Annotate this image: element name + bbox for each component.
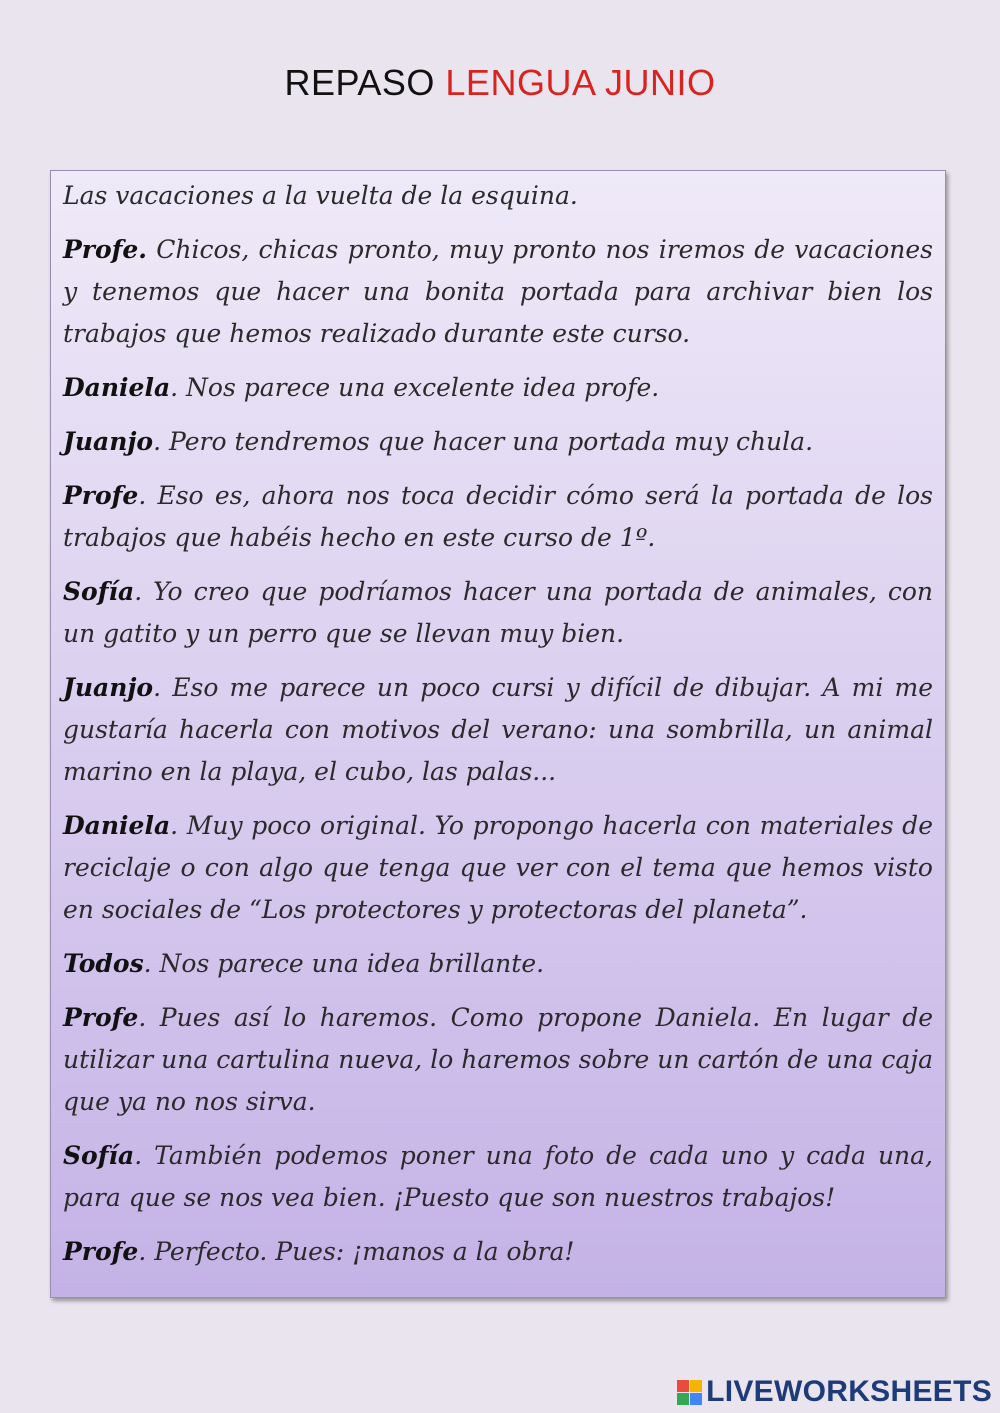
dialogue-line [63, 229, 933, 355]
speaker-name: Profe [63, 1237, 139, 1266]
dialogue-text: Chicos, chicas pronto, muy pronto nos iremos de vacaciones y tenemos que hacer una bonita portada para archivar bien los trabajos que hemos realizado durante este curso. [63, 235, 933, 348]
intro-line: Las vacaciones a la vuelta de la esquina. [63, 181, 578, 210]
speaker-name: Daniela [63, 373, 171, 402]
dialogue-line [63, 367, 933, 409]
speaker-name: Profe [63, 1003, 139, 1032]
page-title [0, 62, 1000, 104]
dialogue-text: . Nos parece una idea brillante. [143, 949, 545, 978]
title-part-repaso: REPASO [284, 62, 435, 103]
dialogue-line [63, 943, 933, 985]
liveworksheets-logo-icon [677, 1380, 702, 1405]
dialogue-line [63, 1135, 933, 1219]
dialogue-line [63, 997, 933, 1123]
dialogue-text: . Yo creo que podríamos hacer una portada de animales, con un gatito y un perro que se llevan muy bien. [63, 577, 933, 648]
speaker-name: Sofía [63, 577, 135, 606]
speaker-name: Profe [63, 481, 139, 510]
dialogue-text: . Eso me parece un poco cursi y difícil de dibujar. A mi me gustaría hacerla con motivos del verano: una sombrilla, un animal marino en la playa, el cubo, las palas... [63, 673, 933, 786]
dialogue-text: . Nos parece una excelente idea profe. [170, 373, 660, 402]
dialogue-line [63, 1231, 933, 1273]
dialogue-text: . Pues así lo haremos. Como propone Daniela. En lugar de utilizar una cartulina nueva, lo haremos sobre un cartón de una caja que ya no nos sirva. [63, 1003, 933, 1116]
speaker-name: Todos [63, 949, 144, 978]
speaker-name: Juanjo [63, 427, 154, 456]
title-part-lengua-junio: LENGUA JUNIO [445, 62, 716, 103]
speaker-name: Profe. [63, 235, 148, 264]
dialogue-line [63, 475, 933, 559]
brand-name: LIVEWORKSHEETS [706, 1375, 992, 1408]
dialogue-line [63, 571, 933, 655]
dialogue-text: . Eso es, ahora nos toca decidir cómo será la portada de los trabajos que habéis hecho en este curso de 1º. [63, 481, 933, 552]
speaker-name: Juanjo [63, 673, 154, 702]
dialogue-text: . Muy poco original. Yo propongo hacerla con materiales de reciclaje o con algo que tenga que ver con el tema que hemos visto en sociales de “Los protectores y protectoras del planeta”. [63, 811, 933, 924]
dialogue-text: . Pero tendremos que hacer una portada muy chula. [153, 427, 814, 456]
speaker-name: Daniela [63, 811, 171, 840]
dialogue-line [63, 805, 933, 931]
dialogue-text: . También podemos poner una foto de cada uno y cada una, para que se nos vea bien. ¡Puesto que son nuestros trabajos! [63, 1141, 933, 1212]
dialogue-line [63, 421, 933, 463]
dialogue-line [63, 667, 933, 793]
dialogue-text: . Perfecto. Pues: ¡manos a la obra! [138, 1237, 575, 1266]
dialogue-box [50, 170, 946, 1298]
liveworksheets-footer [677, 1375, 992, 1409]
speaker-name: Sofía [63, 1141, 135, 1170]
